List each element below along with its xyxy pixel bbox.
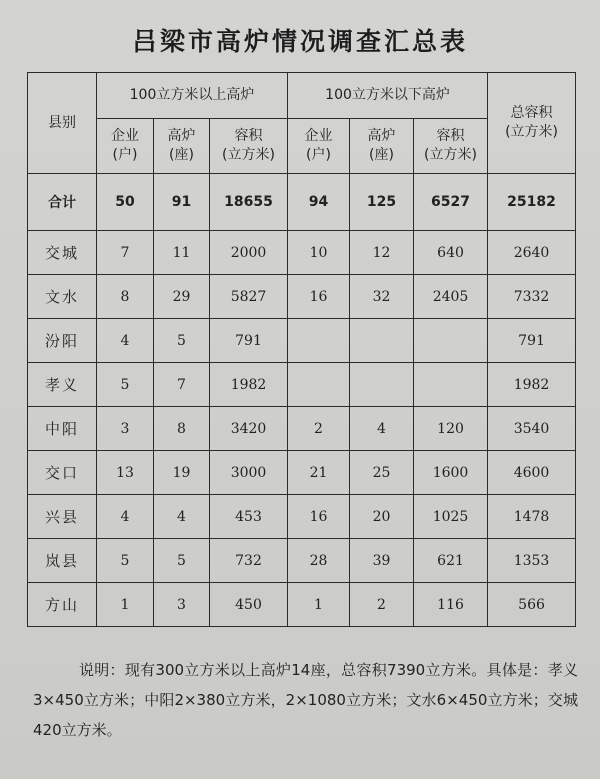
table-cell: 791	[488, 319, 576, 363]
table-cell: 5	[97, 363, 154, 407]
page-title: 吕梁市高炉情况调查汇总表	[131, 27, 468, 56]
table-cell: 4	[154, 495, 210, 539]
table-cell: 16	[288, 495, 350, 539]
table-cell: 21	[288, 451, 350, 495]
table-cell: 4600	[488, 451, 576, 495]
header-group-above-100: 100立方米以上高炉	[97, 73, 288, 119]
table-cell: 1982	[488, 363, 576, 407]
table-cell: 1	[288, 583, 350, 627]
county-name: 中阳	[28, 407, 97, 451]
table-cell: 3	[97, 407, 154, 451]
table-cell: 1	[97, 583, 154, 627]
table-row-total	[28, 174, 576, 231]
table-cell: 32	[350, 275, 414, 319]
explanation-note: 说明：现有300立方米以上高炉14座，总容积7390立方米。具体是：孝义3×450立方米；中阳2×380立方米，2×1080立方米；文水6×450立方米；交城420立方米。	[33, 661, 578, 739]
table-cell: 116	[414, 583, 488, 627]
header-furnace-below: 高炉 (座)	[350, 119, 414, 174]
table-cell: 50	[97, 174, 154, 231]
header-furnace-above: 高炉 (座)	[154, 119, 210, 174]
table-cell: 11	[154, 231, 210, 275]
table-cell: 450	[210, 583, 288, 627]
table-cell: 732	[210, 539, 288, 583]
table-cell: 5827	[210, 275, 288, 319]
header-volume-above: 容积 (立方米)	[210, 119, 288, 174]
county-name: 交口	[28, 451, 97, 495]
table-cell: 4	[97, 319, 154, 363]
header-total-volume: 总容积 (立方米)	[488, 73, 576, 174]
table-row	[28, 319, 576, 363]
table-row	[28, 451, 576, 495]
table-cell: 3000	[210, 451, 288, 495]
table-cell: 1600	[414, 451, 488, 495]
header-enterprise-below: 企业 (户)	[288, 119, 350, 174]
table-cell: 5	[154, 319, 210, 363]
table-cell: 640	[414, 231, 488, 275]
table-cell: 1982	[210, 363, 288, 407]
table-cell: 18655	[210, 174, 288, 231]
table-cell: 2405	[414, 275, 488, 319]
table-row	[28, 275, 576, 319]
table-cell	[350, 319, 414, 363]
header-group-below-100: 100立方米以下高炉	[288, 73, 488, 119]
table-cell: 10	[288, 231, 350, 275]
table-cell: 12	[350, 231, 414, 275]
county-name: 交城	[28, 231, 97, 275]
table-cell: 453	[210, 495, 288, 539]
table-cell: 2640	[488, 231, 576, 275]
table-cell: 25	[350, 451, 414, 495]
table-cell: 1025	[414, 495, 488, 539]
table-cell: 7	[154, 363, 210, 407]
table-cell: 13	[97, 451, 154, 495]
table-cell: 2000	[210, 231, 288, 275]
table-cell: 3	[154, 583, 210, 627]
county-name: 岚县	[28, 539, 97, 583]
county-name: 孝义	[28, 363, 97, 407]
table-cell: 7	[97, 231, 154, 275]
county-name: 汾阳	[28, 319, 97, 363]
table-cell: 621	[414, 539, 488, 583]
summary-table	[27, 72, 576, 627]
table-cell: 29	[154, 275, 210, 319]
header-enterprise-above: 企业 (户)	[97, 119, 154, 174]
table-row	[28, 539, 576, 583]
table-cell: 4	[350, 407, 414, 451]
table-cell: 566	[488, 583, 576, 627]
table-cell	[414, 363, 488, 407]
table-row	[28, 583, 576, 627]
table-cell: 3420	[210, 407, 288, 451]
header-county: 县别	[28, 73, 97, 174]
table-cell: 5	[154, 539, 210, 583]
table-cell: 2	[350, 583, 414, 627]
table-cell: 120	[414, 407, 488, 451]
table-row	[28, 231, 576, 275]
total-label: 合计	[28, 174, 97, 231]
table-cell: 1353	[488, 539, 576, 583]
table-cell: 19	[154, 451, 210, 495]
table-cell	[414, 319, 488, 363]
table-cell: 4	[97, 495, 154, 539]
table-cell: 5	[97, 539, 154, 583]
table-cell: 3540	[488, 407, 576, 451]
table-cell: 16	[288, 275, 350, 319]
table-cell: 8	[154, 407, 210, 451]
table-cell	[350, 363, 414, 407]
table-cell: 6527	[414, 174, 488, 231]
table-cell: 28	[288, 539, 350, 583]
table-row	[28, 363, 576, 407]
table-cell: 125	[350, 174, 414, 231]
county-name: 兴县	[28, 495, 97, 539]
header-volume-below: 容积 (立方米)	[414, 119, 488, 174]
table-cell	[288, 363, 350, 407]
table-cell: 20	[350, 495, 414, 539]
table-cell: 25182	[488, 174, 576, 231]
county-name: 方山	[28, 583, 97, 627]
county-name: 文水	[28, 275, 97, 319]
table-cell: 8	[97, 275, 154, 319]
table-cell: 94	[288, 174, 350, 231]
table-cell: 2	[288, 407, 350, 451]
table-cell: 39	[350, 539, 414, 583]
table-cell: 91	[154, 174, 210, 231]
table-cell: 791	[210, 319, 288, 363]
table-cell: 1478	[488, 495, 576, 539]
table-row	[28, 407, 576, 451]
table-row	[28, 495, 576, 539]
table-cell	[288, 319, 350, 363]
table-cell: 7332	[488, 275, 576, 319]
